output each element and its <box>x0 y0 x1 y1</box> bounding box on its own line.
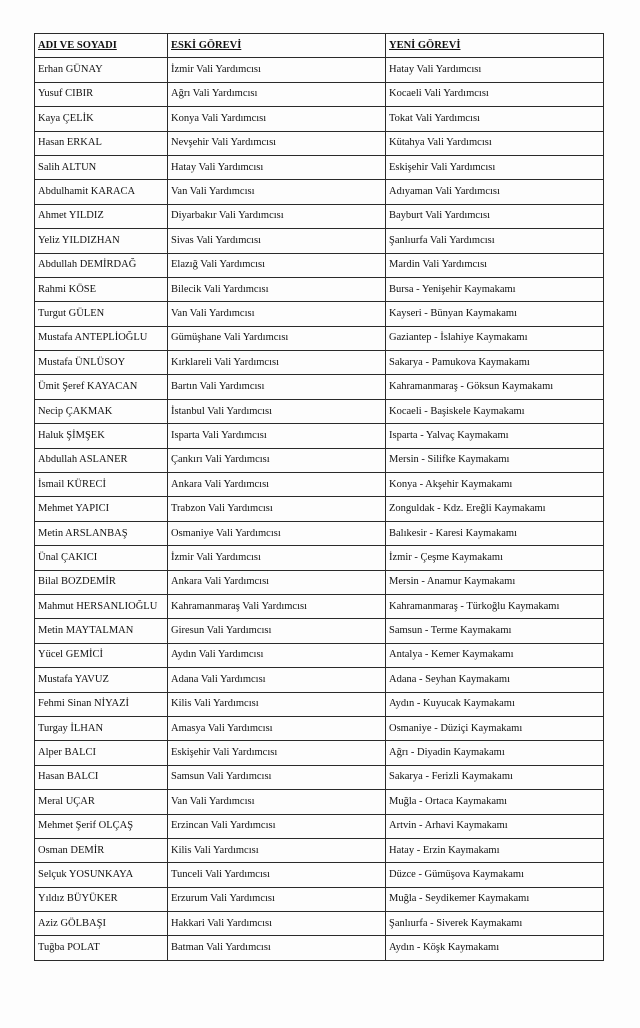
cell-new-position: Tokat Vali Yardımcısı <box>386 107 604 131</box>
table-row <box>35 546 604 570</box>
table-row <box>35 668 604 692</box>
cell-new-position: Hatay - Erzin Kaymakamı <box>386 838 604 862</box>
cell-name: Yusuf CIBIR <box>35 82 168 106</box>
cell-name: Turgay İLHAN <box>35 716 168 740</box>
cell-new-position: Eskişehir Vali Yardımcısı <box>386 155 604 179</box>
table-row <box>35 814 604 838</box>
cell-name: Meral UÇAR <box>35 790 168 814</box>
cell-new-position: Konya - Akşehir Kaymakamı <box>386 473 604 497</box>
cell-old-position: Tunceli Vali Yardımcısı <box>168 863 386 887</box>
cell-old-position: Samsun Vali Yardımcısı <box>168 765 386 789</box>
table-row <box>35 448 604 472</box>
cell-name: Mustafa ÜNLÜSOY <box>35 351 168 375</box>
cell-name: Erhan GÜNAY <box>35 58 168 82</box>
header-new-position: YENİ GÖREVİ <box>386 34 604 58</box>
cell-old-position: Van Vali Yardımcısı <box>168 180 386 204</box>
cell-old-position: Ankara Vali Yardımcısı <box>168 570 386 594</box>
table-row <box>35 253 604 277</box>
table-row <box>35 692 604 716</box>
table-row <box>35 277 604 301</box>
table-row <box>35 887 604 911</box>
cell-new-position: Bursa - Yenişehir Kaymakamı <box>386 277 604 301</box>
cell-new-position: Zonguldak - Kdz. Ereğli Kaymakamı <box>386 497 604 521</box>
table-row <box>35 351 604 375</box>
cell-new-position: Aydın - Kuyucak Kaymakamı <box>386 692 604 716</box>
cell-name: Metin ARSLANBAŞ <box>35 521 168 545</box>
cell-new-position: Mersin - Anamur Kaymakamı <box>386 570 604 594</box>
cell-new-position: Artvin - Arhavi Kaymakamı <box>386 814 604 838</box>
cell-new-position: Muğla - Seydikemer Kaymakamı <box>386 887 604 911</box>
cell-name: Metin MAYTALMAN <box>35 619 168 643</box>
table-row <box>35 82 604 106</box>
header-old-position: ESKİ GÖREVİ <box>168 34 386 58</box>
cell-name: Bilal BOZDEMİR <box>35 570 168 594</box>
cell-name: Yıldız BÜYÜKER <box>35 887 168 911</box>
cell-old-position: Erzincan Vali Yardımcısı <box>168 814 386 838</box>
cell-name: Osman DEMİR <box>35 838 168 862</box>
cell-new-position: Kahramanmaraş - Türkoğlu Kaymakamı <box>386 594 604 618</box>
table-row <box>35 716 604 740</box>
cell-name: Ünal ÇAKICI <box>35 546 168 570</box>
table-row <box>35 936 604 960</box>
cell-new-position: Ağrı - Diyadin Kaymakamı <box>386 741 604 765</box>
cell-old-position: Kırklareli Vali Yardımcısı <box>168 351 386 375</box>
cell-old-position: Batman Vali Yardımcısı <box>168 936 386 960</box>
table-row <box>35 229 604 253</box>
cell-old-position: Ağrı Vali Yardımcısı <box>168 82 386 106</box>
cell-new-position: Kütahya Vali Yardımcısı <box>386 131 604 155</box>
cell-old-position: Kilis Vali Yardımcısı <box>168 692 386 716</box>
cell-new-position: Kayseri - Bünyan Kaymakamı <box>386 302 604 326</box>
cell-name: Selçuk YOSUNKAYA <box>35 863 168 887</box>
cell-name: İsmail KÜRECİ <box>35 473 168 497</box>
cell-old-position: Van Vali Yardımcısı <box>168 302 386 326</box>
cell-name: Abdulhamit KARACA <box>35 180 168 204</box>
table-body <box>35 58 604 960</box>
cell-name: Haluk ŞİMŞEK <box>35 424 168 448</box>
cell-new-position: Sakarya - Pamukova Kaymakamı <box>386 351 604 375</box>
cell-old-position: Aydın Vali Yardımcısı <box>168 643 386 667</box>
table-row <box>35 326 604 350</box>
cell-name: Mehmet YAPICI <box>35 497 168 521</box>
cell-name: Salih ALTUN <box>35 155 168 179</box>
cell-name: Ahmet YILDIZ <box>35 204 168 228</box>
cell-name: Turgut GÜLEN <box>35 302 168 326</box>
cell-new-position: Antalya - Kemer Kaymakamı <box>386 643 604 667</box>
table-row <box>35 399 604 423</box>
cell-old-position: İzmir Vali Yardımcısı <box>168 58 386 82</box>
cell-old-position: Trabzon Vali Yardımcısı <box>168 497 386 521</box>
table-row <box>35 424 604 448</box>
cell-old-position: Erzurum Vali Yardımcısı <box>168 887 386 911</box>
cell-new-position: İzmir - Çeşme Kaymakamı <box>386 546 604 570</box>
cell-new-position: Isparta - Yalvaç Kaymakamı <box>386 424 604 448</box>
cell-old-position: Amasya Vali Yardımcısı <box>168 716 386 740</box>
cell-name: Necip ÇAKMAK <box>35 399 168 423</box>
cell-new-position: Kocaeli Vali Yardımcısı <box>386 82 604 106</box>
table-row <box>35 741 604 765</box>
table-row <box>35 594 604 618</box>
cell-name: Yücel GEMİCİ <box>35 643 168 667</box>
cell-old-position: Gümüşhane Vali Yardımcısı <box>168 326 386 350</box>
table-row <box>35 180 604 204</box>
table-header-row <box>35 34 604 58</box>
cell-old-position: Giresun Vali Yardımcısı <box>168 619 386 643</box>
cell-name: Yeliz YILDIZHAN <box>35 229 168 253</box>
table-row <box>35 521 604 545</box>
cell-old-position: Ankara Vali Yardımcısı <box>168 473 386 497</box>
cell-new-position: Muğla - Ortaca Kaymakamı <box>386 790 604 814</box>
cell-old-position: Kahramanmaraş Vali Yardımcısı <box>168 594 386 618</box>
cell-old-position: Sivas Vali Yardımcısı <box>168 229 386 253</box>
cell-name: Alper BALCI <box>35 741 168 765</box>
cell-new-position: Şanlıurfa - Siverek Kaymakamı <box>386 912 604 936</box>
cell-new-position: Mersin - Silifke Kaymakamı <box>386 448 604 472</box>
cell-old-position: Bilecik Vali Yardımcısı <box>168 277 386 301</box>
cell-new-position: Mardin Vali Yardımcısı <box>386 253 604 277</box>
table-row <box>35 473 604 497</box>
cell-old-position: Bartın Vali Yardımcısı <box>168 375 386 399</box>
header-name: ADI VE SOYADI <box>35 34 168 58</box>
cell-name: Abdullah DEMİRDAĞ <box>35 253 168 277</box>
cell-name: Abdullah ASLANER <box>35 448 168 472</box>
cell-old-position: Isparta Vali Yardımcısı <box>168 424 386 448</box>
cell-new-position: Sakarya - Ferizli Kaymakamı <box>386 765 604 789</box>
cell-old-position: İzmir Vali Yardımcısı <box>168 546 386 570</box>
cell-name: Mustafa ANTEPLİOĞLU <box>35 326 168 350</box>
cell-old-position: İstanbul Vali Yardımcısı <box>168 399 386 423</box>
cell-new-position: Şanlıurfa Vali Yardımcısı <box>386 229 604 253</box>
cell-new-position: Adıyaman Vali Yardımcısı <box>386 180 604 204</box>
cell-new-position: Düzce - Gümüşova Kaymakamı <box>386 863 604 887</box>
cell-old-position: Van Vali Yardımcısı <box>168 790 386 814</box>
table-row <box>35 107 604 131</box>
table-row <box>35 131 604 155</box>
table-row <box>35 912 604 936</box>
table-row <box>35 58 604 82</box>
cell-name: Kaya ÇELİK <box>35 107 168 131</box>
cell-old-position: Kilis Vali Yardımcısı <box>168 838 386 862</box>
cell-old-position: Konya Vali Yardımcısı <box>168 107 386 131</box>
cell-name: Tuğba POLAT <box>35 936 168 960</box>
cell-new-position: Bayburt Vali Yardımcısı <box>386 204 604 228</box>
cell-name: Aziz GÖLBAŞI <box>35 912 168 936</box>
cell-new-position: Gaziantep - İslahiye Kaymakamı <box>386 326 604 350</box>
cell-new-position: Adana - Seyhan Kaymakamı <box>386 668 604 692</box>
cell-old-position: Adana Vali Yardımcısı <box>168 668 386 692</box>
cell-new-position: Samsun - Terme Kaymakamı <box>386 619 604 643</box>
cell-old-position: Çankırı Vali Yardımcısı <box>168 448 386 472</box>
cell-new-position: Kocaeli - Başiskele Kaymakamı <box>386 399 604 423</box>
appointments-table <box>34 33 604 961</box>
cell-name: Mustafa YAVUZ <box>35 668 168 692</box>
table-row <box>35 863 604 887</box>
table-row <box>35 790 604 814</box>
cell-new-position: Hatay Vali Yardımcısı <box>386 58 604 82</box>
table-row <box>35 570 604 594</box>
cell-new-position: Aydın - Köşk Kaymakamı <box>386 936 604 960</box>
table-row <box>35 375 604 399</box>
cell-old-position: Hakkari Vali Yardımcısı <box>168 912 386 936</box>
cell-new-position: Osmaniye - Düziçi Kaymakamı <box>386 716 604 740</box>
table-row <box>35 155 604 179</box>
cell-name: Ümit Şeref KAYACAN <box>35 375 168 399</box>
cell-name: Fehmi Sinan NİYAZİ <box>35 692 168 716</box>
cell-new-position: Balıkesir - Karesi Kaymakamı <box>386 521 604 545</box>
table-row <box>35 619 604 643</box>
table-row <box>35 838 604 862</box>
cell-old-position: Elazığ Vali Yardımcısı <box>168 253 386 277</box>
cell-name: Mehmet Şerif OLÇAŞ <box>35 814 168 838</box>
cell-old-position: Hatay Vali Yardımcısı <box>168 155 386 179</box>
table-row <box>35 765 604 789</box>
cell-name: Rahmi KÖSE <box>35 277 168 301</box>
cell-old-position: Eskişehir Vali Yardımcısı <box>168 741 386 765</box>
cell-old-position: Osmaniye Vali Yardımcısı <box>168 521 386 545</box>
cell-old-position: Nevşehir Vali Yardımcısı <box>168 131 386 155</box>
table-row <box>35 497 604 521</box>
cell-name: Mahmut HERSANLIOĞLU <box>35 594 168 618</box>
cell-name: Hasan BALCI <box>35 765 168 789</box>
cell-old-position: Diyarbakır Vali Yardımcısı <box>168 204 386 228</box>
table-row <box>35 302 604 326</box>
cell-new-position: Kahramanmaraş - Göksun Kaymakamı <box>386 375 604 399</box>
table-row <box>35 643 604 667</box>
cell-name: Hasan ERKAL <box>35 131 168 155</box>
table-row <box>35 204 604 228</box>
